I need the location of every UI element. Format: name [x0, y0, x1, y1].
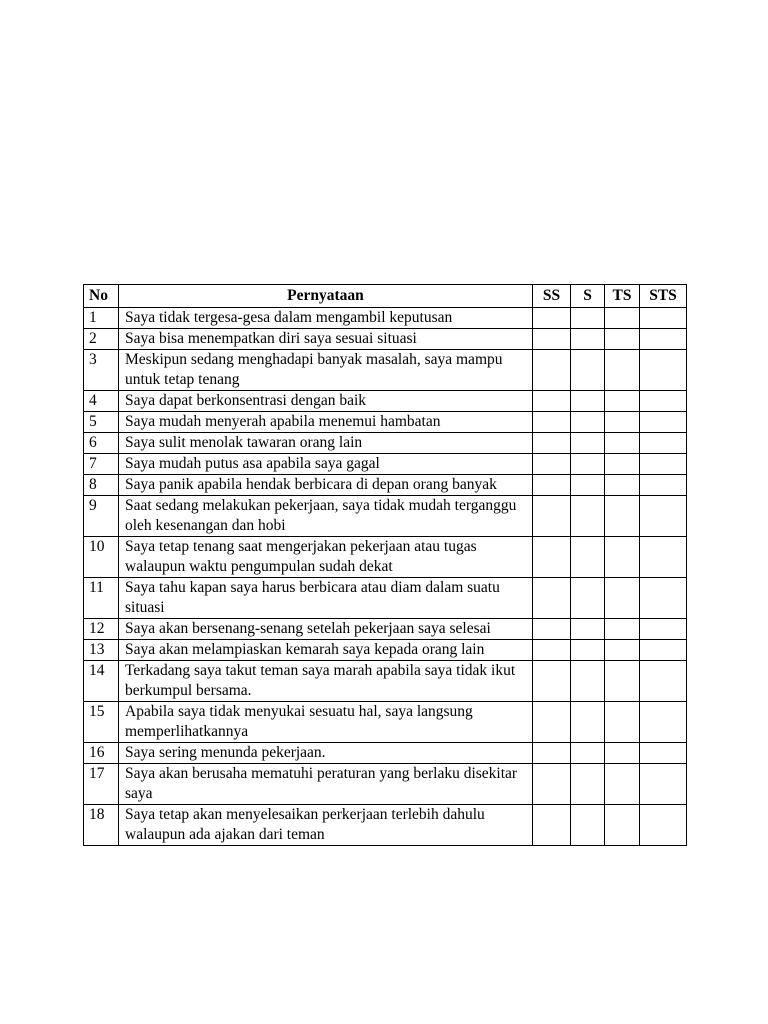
answer-cell-ss[interactable]: [533, 329, 571, 350]
answer-cell-sts[interactable]: [640, 619, 687, 640]
row-number: 10: [84, 537, 119, 578]
answer-cell-ss[interactable]: [533, 743, 571, 764]
answer-cell-s[interactable]: [571, 391, 605, 412]
row-number: 17: [84, 764, 119, 805]
answer-cell-s[interactable]: [571, 350, 605, 391]
table-row: [84, 764, 687, 805]
answer-cell-sts[interactable]: [640, 454, 687, 475]
table-row: [84, 350, 687, 391]
row-number: 3: [84, 350, 119, 391]
answer-cell-sts[interactable]: [640, 329, 687, 350]
answer-cell-ss[interactable]: [533, 412, 571, 433]
answer-cell-ts[interactable]: [605, 640, 640, 661]
answer-cell-s[interactable]: [571, 496, 605, 537]
answer-cell-ss[interactable]: [533, 475, 571, 496]
table-row: [84, 454, 687, 475]
answer-cell-s[interactable]: [571, 619, 605, 640]
row-number: 1: [84, 308, 119, 329]
answer-cell-ss[interactable]: [533, 619, 571, 640]
answer-cell-ss[interactable]: [533, 391, 571, 412]
answer-cell-sts[interactable]: [640, 640, 687, 661]
answer-cell-sts[interactable]: [640, 764, 687, 805]
answer-cell-ss[interactable]: [533, 640, 571, 661]
table-body: [84, 308, 687, 846]
row-number: 12: [84, 619, 119, 640]
table-row: [84, 308, 687, 329]
row-number: 6: [84, 433, 119, 454]
answer-cell-ts[interactable]: [605, 454, 640, 475]
answer-cell-ts[interactable]: [605, 619, 640, 640]
answer-cell-sts[interactable]: [640, 412, 687, 433]
row-number: 9: [84, 496, 119, 537]
answer-cell-ts[interactable]: [605, 391, 640, 412]
answer-cell-s[interactable]: [571, 702, 605, 743]
table-row: [84, 496, 687, 537]
answer-cell-s[interactable]: [571, 578, 605, 619]
row-statement: Saat sedang melakukan pekerjaan, saya tidak mudah terganggu oleh kesenangan dan hobi: [119, 496, 533, 537]
answer-cell-ts[interactable]: [605, 475, 640, 496]
table-row: [84, 537, 687, 578]
answer-cell-s[interactable]: [571, 454, 605, 475]
answer-cell-ss[interactable]: [533, 764, 571, 805]
answer-cell-ts[interactable]: [605, 743, 640, 764]
row-statement: Saya sering menunda pekerjaan.: [119, 743, 533, 764]
answer-cell-ts[interactable]: [605, 412, 640, 433]
table-row: [84, 412, 687, 433]
row-statement: Saya akan melampiaskan kemarah saya kepada orang lain: [119, 640, 533, 661]
answer-cell-ts[interactable]: [605, 308, 640, 329]
answer-cell-s[interactable]: [571, 640, 605, 661]
table-row: [84, 743, 687, 764]
table-row: [84, 578, 687, 619]
answer-cell-ts[interactable]: [605, 537, 640, 578]
answer-cell-sts[interactable]: [640, 391, 687, 412]
answer-cell-s[interactable]: [571, 308, 605, 329]
row-number: 18: [84, 805, 119, 846]
answer-cell-ts[interactable]: [605, 496, 640, 537]
answer-cell-s[interactable]: [571, 412, 605, 433]
answer-cell-ss[interactable]: [533, 702, 571, 743]
table-row: [84, 805, 687, 846]
row-number: 8: [84, 475, 119, 496]
table-row: [84, 329, 687, 350]
answer-cell-ss[interactable]: [533, 350, 571, 391]
answer-cell-ts[interactable]: [605, 578, 640, 619]
answer-cell-ts[interactable]: [605, 805, 640, 846]
answer-cell-sts[interactable]: [640, 537, 687, 578]
header-ts: TS: [605, 285, 640, 308]
row-number: 2: [84, 329, 119, 350]
row-number: 4: [84, 391, 119, 412]
answer-cell-sts[interactable]: [640, 743, 687, 764]
row-number: 5: [84, 412, 119, 433]
answer-cell-sts[interactable]: [640, 350, 687, 391]
answer-cell-s[interactable]: [571, 764, 605, 805]
answer-cell-ts[interactable]: [605, 702, 640, 743]
questionnaire-table: [83, 284, 687, 846]
table-row: [84, 619, 687, 640]
table-row: [84, 475, 687, 496]
answer-cell-sts[interactable]: [640, 433, 687, 454]
header-row: [84, 285, 687, 308]
answer-cell-s[interactable]: [571, 433, 605, 454]
answer-cell-sts[interactable]: [640, 475, 687, 496]
row-number: 16: [84, 743, 119, 764]
table-row: [84, 391, 687, 412]
row-statement: Saya panik apabila hendak berbicara di depan orang banyak: [119, 475, 533, 496]
answer-cell-s[interactable]: [571, 743, 605, 764]
answer-cell-ss[interactable]: [533, 308, 571, 329]
answer-cell-s[interactable]: [571, 475, 605, 496]
answer-cell-sts[interactable]: [640, 702, 687, 743]
row-statement: Saya dapat berkonsentrasi dengan baik: [119, 391, 533, 412]
answer-cell-sts[interactable]: [640, 308, 687, 329]
answer-cell-s[interactable]: [571, 329, 605, 350]
answer-cell-s[interactable]: [571, 537, 605, 578]
answer-cell-sts[interactable]: [640, 661, 687, 702]
row-statement: Saya akan bersenang-senang setelah pekerjaan saya selesai: [119, 619, 533, 640]
row-number: 13: [84, 640, 119, 661]
row-statement: Saya tetap akan menyelesaikan perkerjaan terlebih dahulu walaupun ada ajakan dari teman: [119, 805, 533, 846]
row-statement: Meskipun sedang menghadapi banyak masalah, saya mampu untuk tetap tenang: [119, 350, 533, 391]
header-s: S: [571, 285, 605, 308]
row-statement: Saya tetap tenang saat mengerjakan pekerjaan atau tugas walaupun waktu pengumpulan sudah dekat: [119, 537, 533, 578]
header-no: No: [84, 285, 119, 308]
answer-cell-ts[interactable]: [605, 661, 640, 702]
table-row: [84, 661, 687, 702]
table-row: [84, 702, 687, 743]
row-number: 15: [84, 702, 119, 743]
row-statement: Saya mudah putus asa apabila saya gagal: [119, 454, 533, 475]
row-statement: Saya mudah menyerah apabila menemui hambatan: [119, 412, 533, 433]
answer-cell-ts[interactable]: [605, 350, 640, 391]
answer-cell-ss[interactable]: [533, 496, 571, 537]
row-statement: Saya akan berusaha mematuhi peraturan yang berlaku disekitar saya: [119, 764, 533, 805]
answer-cell-sts[interactable]: [640, 578, 687, 619]
row-number: 7: [84, 454, 119, 475]
answer-cell-ts[interactable]: [605, 329, 640, 350]
row-number: 11: [84, 578, 119, 619]
row-number: 14: [84, 661, 119, 702]
row-statement: Saya tahu kapan saya harus berbicara atau diam dalam suatu situasi: [119, 578, 533, 619]
answer-cell-ss[interactable]: [533, 661, 571, 702]
answer-cell-ss[interactable]: [533, 433, 571, 454]
header-ss: SS: [533, 285, 571, 308]
answer-cell-ts[interactable]: [605, 764, 640, 805]
answer-cell-s[interactable]: [571, 805, 605, 846]
answer-cell-s[interactable]: [571, 661, 605, 702]
answer-cell-ts[interactable]: [605, 433, 640, 454]
answer-cell-ss[interactable]: [533, 805, 571, 846]
header-statement: Pernyataan: [119, 285, 533, 308]
answer-cell-sts[interactable]: [640, 496, 687, 537]
answer-cell-ss[interactable]: [533, 537, 571, 578]
answer-cell-ss[interactable]: [533, 454, 571, 475]
row-statement: Saya bisa menempatkan diri saya sesuai situasi: [119, 329, 533, 350]
answer-cell-ss[interactable]: [533, 578, 571, 619]
row-statement: Saya tidak tergesa-gesa dalam mengambil keputusan: [119, 308, 533, 329]
answer-cell-sts[interactable]: [640, 805, 687, 846]
row-statement: Saya sulit menolak tawaran orang lain: [119, 433, 533, 454]
header-sts: STS: [640, 285, 687, 308]
row-statement: Terkadang saya takut teman saya marah apabila saya tidak ikut berkumpul bersama.: [119, 661, 533, 702]
row-statement: Apabila saya tidak menyukai sesuatu hal, saya langsung memperlihatkannya: [119, 702, 533, 743]
table-row: [84, 433, 687, 454]
table-row: [84, 640, 687, 661]
